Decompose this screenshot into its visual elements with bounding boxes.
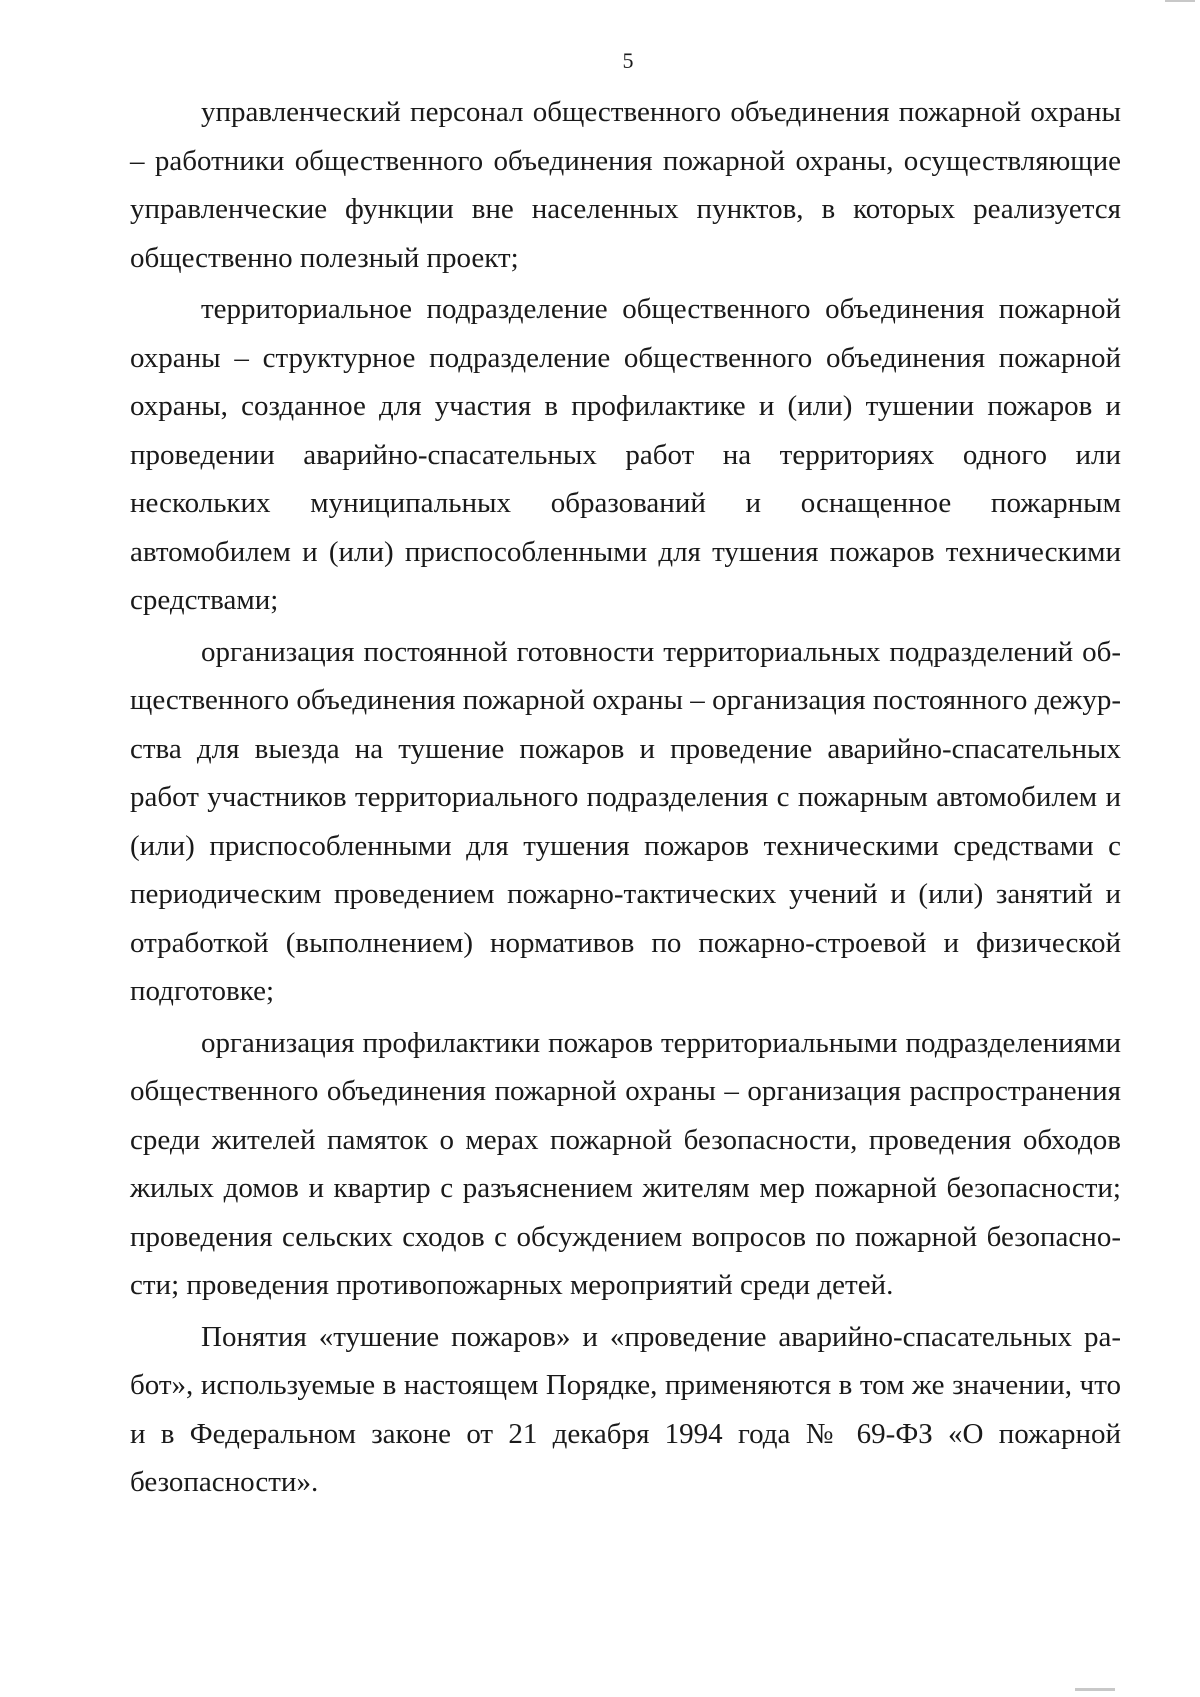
paragraph-constant-readiness: организация постоянной готовности территориальных подразделений общественного объединения пожарной охраны – организация постоянного дежурства для выезда на тушение пожаров и проведение аварийно-спасательных работ участников территориального подразделения с пожарным автомобилем и (или) приспособленными для тушения пожаров техническими средствами с периодическим проведением пожарно-тактических учений и (или) занятий и отработкой (выполнением) нормативов по пожарно-строевой и физической подготовке;	[130, 635, 1121, 1007]
paragraph-management-staff: управленческий персонал общественного объединения пожарной охраны – работники общественного объединения пожарной охраны, осуществляющие управленческие функции вне населенных пунктов, в которых реализуется общественно полезный проект;	[130, 96, 1121, 274]
paragraph-territorial-unit: территориальное подразделение общественного объединения пожарной охраны – структурное подразделение общественного объединения пожарной охраны, созданное для участия в профилактике и (или) тушении пожаров и проведении аварийно-спасательных работ на территориях одного или нескольких муниципальных образований и оснащенное пожарным автомобилем и (или) приспособленными для тушения пожаров техническими средствами;	[130, 293, 1121, 616]
page-number: 5	[622, 48, 634, 73]
scan-artifact-top	[1165, 0, 1195, 2]
paragraph-fire-prevention: организация профилактики пожаров территориальными подразделениями общественного объединения пожарной охраны – организация распространения среди жителей памяток о мерах пожарной безопасности, проведения обходов жилых домов и квартир с разъяснением жителям мер пожарной безопасности; проведения сельских сходов с обсуждением вопросов по пожарной безопасности; проведения противопожарных мероприятий среди детей.	[130, 1026, 1121, 1301]
paragraph-terms-definition: Понятия «тушение пожаров» и «проведение аварийно-спасательных работ», используемые в настоящем Порядке, применяются в том же значении, что и в Федеральном законе от 21 декабря 1994 года № 69-ФЗ «О пожарной безопасности».	[130, 1320, 1121, 1498]
document-body	[130, 88, 1121, 1510]
scan-artifact-bottom	[1075, 1688, 1115, 1691]
